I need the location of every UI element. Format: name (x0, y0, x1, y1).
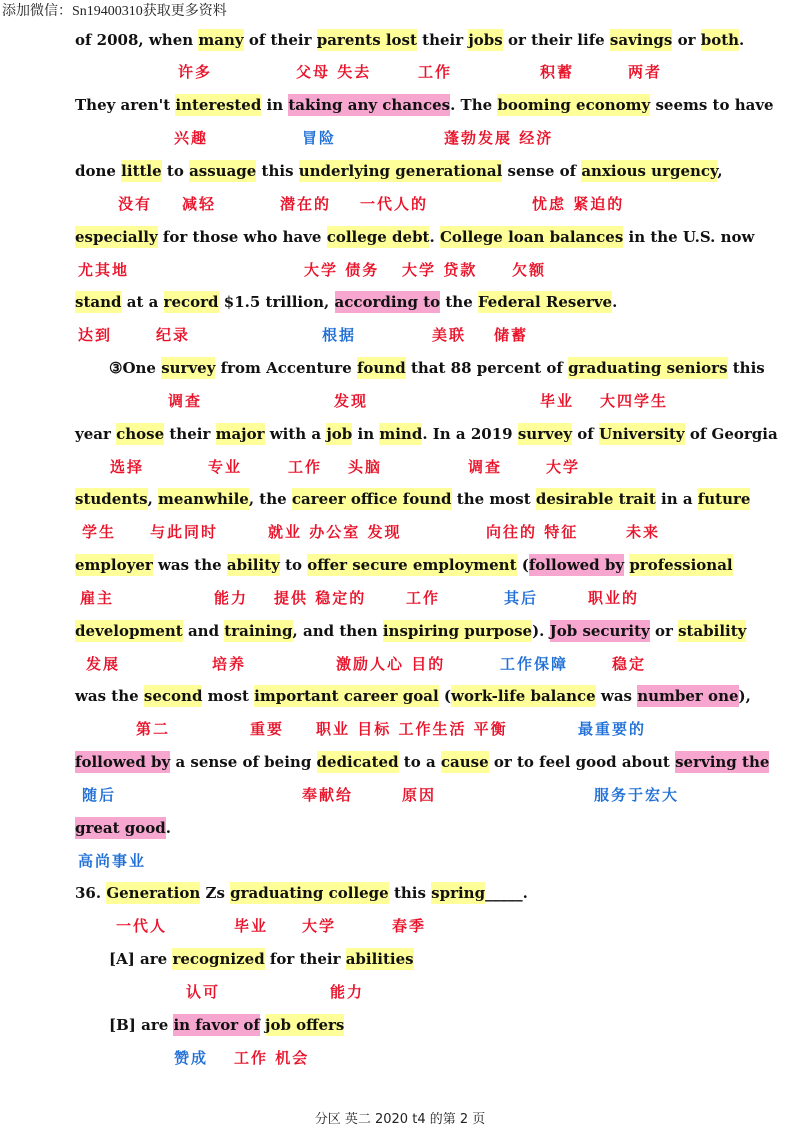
text-run: , and then (292, 622, 383, 640)
highlighted-phrase: chose (116, 425, 165, 443)
text-run: in a (655, 490, 698, 508)
highlighted-phrase: spring (431, 884, 486, 902)
chinese-gloss: 一代人的 (360, 195, 429, 213)
chinese-gloss: 许多 (178, 63, 213, 81)
text-run: . In a 2019 (422, 425, 518, 443)
highlighted-phrase: training (224, 622, 293, 640)
text-line (109, 1013, 769, 1037)
chinese-gloss: 积蓄 (540, 63, 575, 81)
text-run: the most (451, 490, 536, 508)
chinese-gloss: 工作 (406, 589, 441, 607)
highlighted-phrase: development (75, 622, 183, 640)
chinese-gloss: 高尚事业 (78, 852, 147, 870)
text-line (75, 816, 735, 840)
text-line (75, 28, 745, 52)
text-line (109, 947, 769, 971)
highlighted-phrase: according to (334, 293, 441, 311)
text-run: 36. (75, 884, 107, 902)
text-run: at a (121, 293, 164, 311)
text-run: a sense of being (170, 753, 317, 771)
highlighted-phrase: graduating college (230, 884, 389, 902)
highlighted-phrase: Generation (106, 884, 201, 902)
text-run: of 2008, when (75, 31, 199, 49)
text-run: most (202, 687, 255, 705)
chinese-gloss: 调查 (168, 392, 203, 410)
chinese-gloss: 提供 稳定的 (274, 589, 367, 607)
text-run: They aren't (75, 96, 176, 114)
chinese-gloss: 兴趣 (174, 129, 209, 147)
chinese-gloss: 与此同时 (150, 523, 219, 541)
chinese-gloss: 能力 (330, 983, 365, 1001)
highlighted-phrase: jobs (468, 31, 503, 49)
chinese-gloss: 两者 (628, 63, 663, 81)
chinese-gloss: 培养 (212, 655, 247, 673)
text-run: ( (516, 556, 529, 574)
chinese-gloss: 大学 (302, 917, 337, 935)
text-line (75, 422, 778, 446)
watermark-note: 添加微信：Sn19400310获取更多资料 (2, 4, 227, 19)
text-run: . The (450, 96, 498, 114)
text-run: with a (264, 425, 327, 443)
chinese-gloss: 服务于宏大 (594, 786, 680, 804)
text-run: or (672, 31, 701, 49)
highlighted-phrase: future (697, 490, 751, 508)
text-run: ③One (109, 359, 162, 377)
highlighted-phrase: in favor of (173, 1016, 260, 1034)
highlighted-phrase: found (356, 359, 406, 377)
chinese-gloss: 最重要的 (578, 720, 647, 738)
highlighted-phrase: dedicated (316, 753, 399, 771)
chinese-gloss: 赞成 (174, 1049, 209, 1067)
highlighted-phrase: second (143, 687, 203, 705)
text-run: this (256, 162, 299, 180)
text-run: of (572, 425, 599, 443)
chinese-gloss: 纪录 (156, 326, 191, 344)
chinese-gloss: 忧虑 紧迫的 (532, 195, 625, 213)
highlighted-phrase: followed by (75, 753, 171, 771)
chinese-gloss: 美联 (432, 326, 467, 344)
highlighted-phrase: job offers (265, 1016, 345, 1034)
highlighted-phrase: job (326, 425, 353, 443)
highlighted-phrase: booming economy (497, 96, 651, 114)
text-run: their (164, 425, 216, 443)
highlighted-phrase: inspiring purpose (382, 622, 533, 640)
text-run: was (595, 687, 638, 705)
highlighted-phrase: both (700, 31, 740, 49)
text-run: $1.5 trillion, (218, 293, 335, 311)
text-line (75, 619, 747, 643)
chinese-gloss: 职业 目标 工作生活 平衡 (316, 720, 508, 738)
chinese-gloss: 大四学生 (600, 392, 669, 410)
highlighted-phrase: followed by (528, 556, 625, 574)
text-run: the (440, 293, 478, 311)
chinese-gloss: 毕业 (234, 917, 269, 935)
chinese-gloss: 达到 (78, 326, 113, 344)
chinese-gloss: 大学 贷款 (402, 261, 478, 279)
highlighted-phrase: survey (517, 425, 573, 443)
text-run: or (649, 622, 679, 640)
highlighted-phrase: number one (637, 687, 739, 705)
text-run: to a (398, 753, 441, 771)
text-run: or to feel good about (488, 753, 676, 771)
chinese-gloss: 春季 (392, 917, 427, 935)
chinese-gloss: 减轻 (182, 195, 217, 213)
text-run: this (727, 359, 765, 377)
text-run: done (75, 162, 122, 180)
chinese-gloss: 能力 (214, 589, 249, 607)
text-run: that 88 percent of (405, 359, 569, 377)
chinese-gloss: 储蓄 (494, 326, 529, 344)
chinese-gloss: 第二 (136, 720, 171, 738)
text-run: or their life (502, 31, 610, 49)
text-run: sense of (502, 162, 582, 180)
chinese-gloss: 发现 (334, 392, 369, 410)
text-run: . (612, 293, 618, 311)
chinese-gloss: 父母 失去 (296, 63, 372, 81)
chinese-gloss: 工作 (288, 458, 323, 476)
text-run: in (352, 425, 380, 443)
highlighted-phrase: College loan balances (439, 228, 624, 246)
highlighted-phrase: record (163, 293, 219, 311)
highlighted-phrase: little (121, 162, 162, 180)
chinese-gloss: 随后 (82, 786, 117, 804)
chinese-gloss: 欠额 (512, 261, 547, 279)
highlighted-phrase: parents lost (316, 31, 417, 49)
chinese-gloss: 大学 (546, 458, 581, 476)
text-line (75, 553, 735, 577)
text-line (109, 356, 769, 380)
text-run: from Accenture (215, 359, 357, 377)
highlighted-phrase: ability (226, 556, 280, 574)
highlighted-phrase: taking any chances (288, 96, 451, 114)
highlighted-phrase: interested (175, 96, 262, 114)
chinese-gloss: 激励人心 目的 (336, 655, 446, 673)
highlighted-phrase: major (215, 425, 265, 443)
text-run: ), (738, 687, 751, 705)
chinese-gloss: 发展 (86, 655, 121, 673)
highlighted-phrase: meanwhile (158, 490, 249, 508)
highlighted-phrase: mind (379, 425, 423, 443)
chinese-gloss: 工作 机会 (234, 1049, 310, 1067)
text-run: . (165, 819, 172, 837)
highlighted-phrase: University (598, 425, 685, 443)
chinese-gloss: 向往的 特征 (486, 523, 579, 541)
chinese-gloss: 原因 (402, 786, 437, 804)
highlighted-phrase: stand (75, 293, 122, 311)
highlighted-phrase: graduating seniors (568, 359, 728, 377)
text-line (75, 225, 755, 249)
text-run: to (279, 556, 308, 574)
text-run: and (182, 622, 225, 640)
highlighted-phrase: career office found (291, 490, 452, 508)
chinese-gloss: 认可 (186, 983, 221, 1001)
highlighted-phrase: serving the (675, 753, 770, 771)
highlighted-phrase: many (198, 31, 244, 49)
chinese-gloss: 毕业 (540, 392, 575, 410)
highlighted-phrase: stability (678, 622, 747, 640)
chinese-gloss: 工作保障 (500, 655, 569, 673)
highlighted-phrase: Federal Reserve (477, 293, 613, 311)
text-line (75, 881, 735, 905)
highlighted-phrase: work-life balance (451, 687, 596, 705)
chinese-gloss: 冒险 (302, 129, 337, 147)
text-line (75, 487, 751, 511)
text-run: ). (532, 622, 550, 640)
text-run: _____. (485, 884, 528, 902)
text-line (75, 684, 751, 708)
highlighted-phrase: great good (75, 819, 166, 837)
chinese-gloss: 学生 (82, 523, 117, 541)
text-line (75, 159, 735, 183)
text-run: in (261, 96, 289, 114)
text-run: seems to have (650, 96, 774, 114)
highlighted-phrase: underlying generational (298, 162, 503, 180)
text-run: ( (438, 687, 452, 705)
chinese-gloss: 专业 (208, 458, 243, 476)
text-run: in the U.S. now (623, 228, 755, 246)
chinese-gloss: 调查 (468, 458, 503, 476)
chinese-gloss: 其后 (504, 589, 539, 607)
chinese-gloss: 尤其地 (78, 261, 130, 279)
text-run: was the (152, 556, 227, 574)
text-run: [A] are (109, 950, 173, 968)
text-run: of Georgia (684, 425, 778, 443)
chinese-gloss: 未来 (626, 523, 661, 541)
text-run: to (161, 162, 190, 180)
highlighted-phrase: savings (609, 31, 673, 49)
chinese-gloss: 大学 债务 (304, 261, 380, 279)
text-run: Zs (200, 884, 231, 902)
text-run: for their (264, 950, 346, 968)
text-run: their (416, 31, 469, 49)
page-footer: 分区 英二 2020 t4 的第 2 页 (314, 1112, 486, 1127)
text-run: year (75, 425, 117, 443)
chinese-gloss: 潜在的 (280, 195, 332, 213)
text-line (75, 93, 774, 117)
text-run: . (429, 228, 440, 246)
highlighted-phrase: especially (75, 228, 158, 246)
highlighted-phrase: important career goal (254, 687, 439, 705)
chinese-gloss: 选择 (110, 458, 145, 476)
text-run: of their (243, 31, 317, 49)
chinese-gloss: 根据 (322, 326, 357, 344)
chinese-gloss: 蓬勃发展 经济 (444, 129, 554, 147)
highlighted-phrase: college debt (326, 228, 430, 246)
text-run: this (388, 884, 432, 902)
highlighted-phrase: desirable trait (535, 490, 656, 508)
chinese-gloss: 没有 (118, 195, 153, 213)
highlighted-phrase: cause (440, 753, 489, 771)
text-run: for those who have (157, 228, 327, 246)
chinese-gloss: 职业的 (588, 589, 640, 607)
highlighted-phrase: offer secure employment (307, 556, 517, 574)
highlighted-phrase: Job security (549, 622, 650, 640)
highlighted-phrase: survey (161, 359, 216, 377)
chinese-gloss: 奉献给 (302, 786, 354, 804)
chinese-gloss: 一代人 (116, 917, 168, 935)
text-line (75, 290, 735, 314)
highlighted-phrase: professional (629, 556, 733, 574)
text-run: , the (248, 490, 292, 508)
chinese-gloss: 重要 (250, 720, 285, 738)
chinese-gloss: 工作 (418, 63, 453, 81)
highlighted-phrase: assuage (189, 162, 257, 180)
text-run: , (717, 162, 723, 180)
highlighted-phrase: employer (75, 556, 153, 574)
chinese-gloss: 雇主 (80, 589, 115, 607)
highlighted-phrase: students (75, 490, 148, 508)
text-run: was the (75, 687, 144, 705)
chinese-gloss: 就业 办公室 发现 (268, 523, 402, 541)
text-run: . (739, 31, 745, 49)
chinese-gloss: 头脑 (348, 458, 383, 476)
text-run: [B] are (109, 1016, 174, 1034)
highlighted-phrase: anxious urgency (581, 162, 718, 180)
highlighted-phrase: abilities (345, 950, 414, 968)
text-run: , (147, 490, 159, 508)
text-line (75, 750, 770, 774)
highlighted-phrase: recognized (172, 950, 265, 968)
chinese-gloss: 稳定 (612, 655, 647, 673)
